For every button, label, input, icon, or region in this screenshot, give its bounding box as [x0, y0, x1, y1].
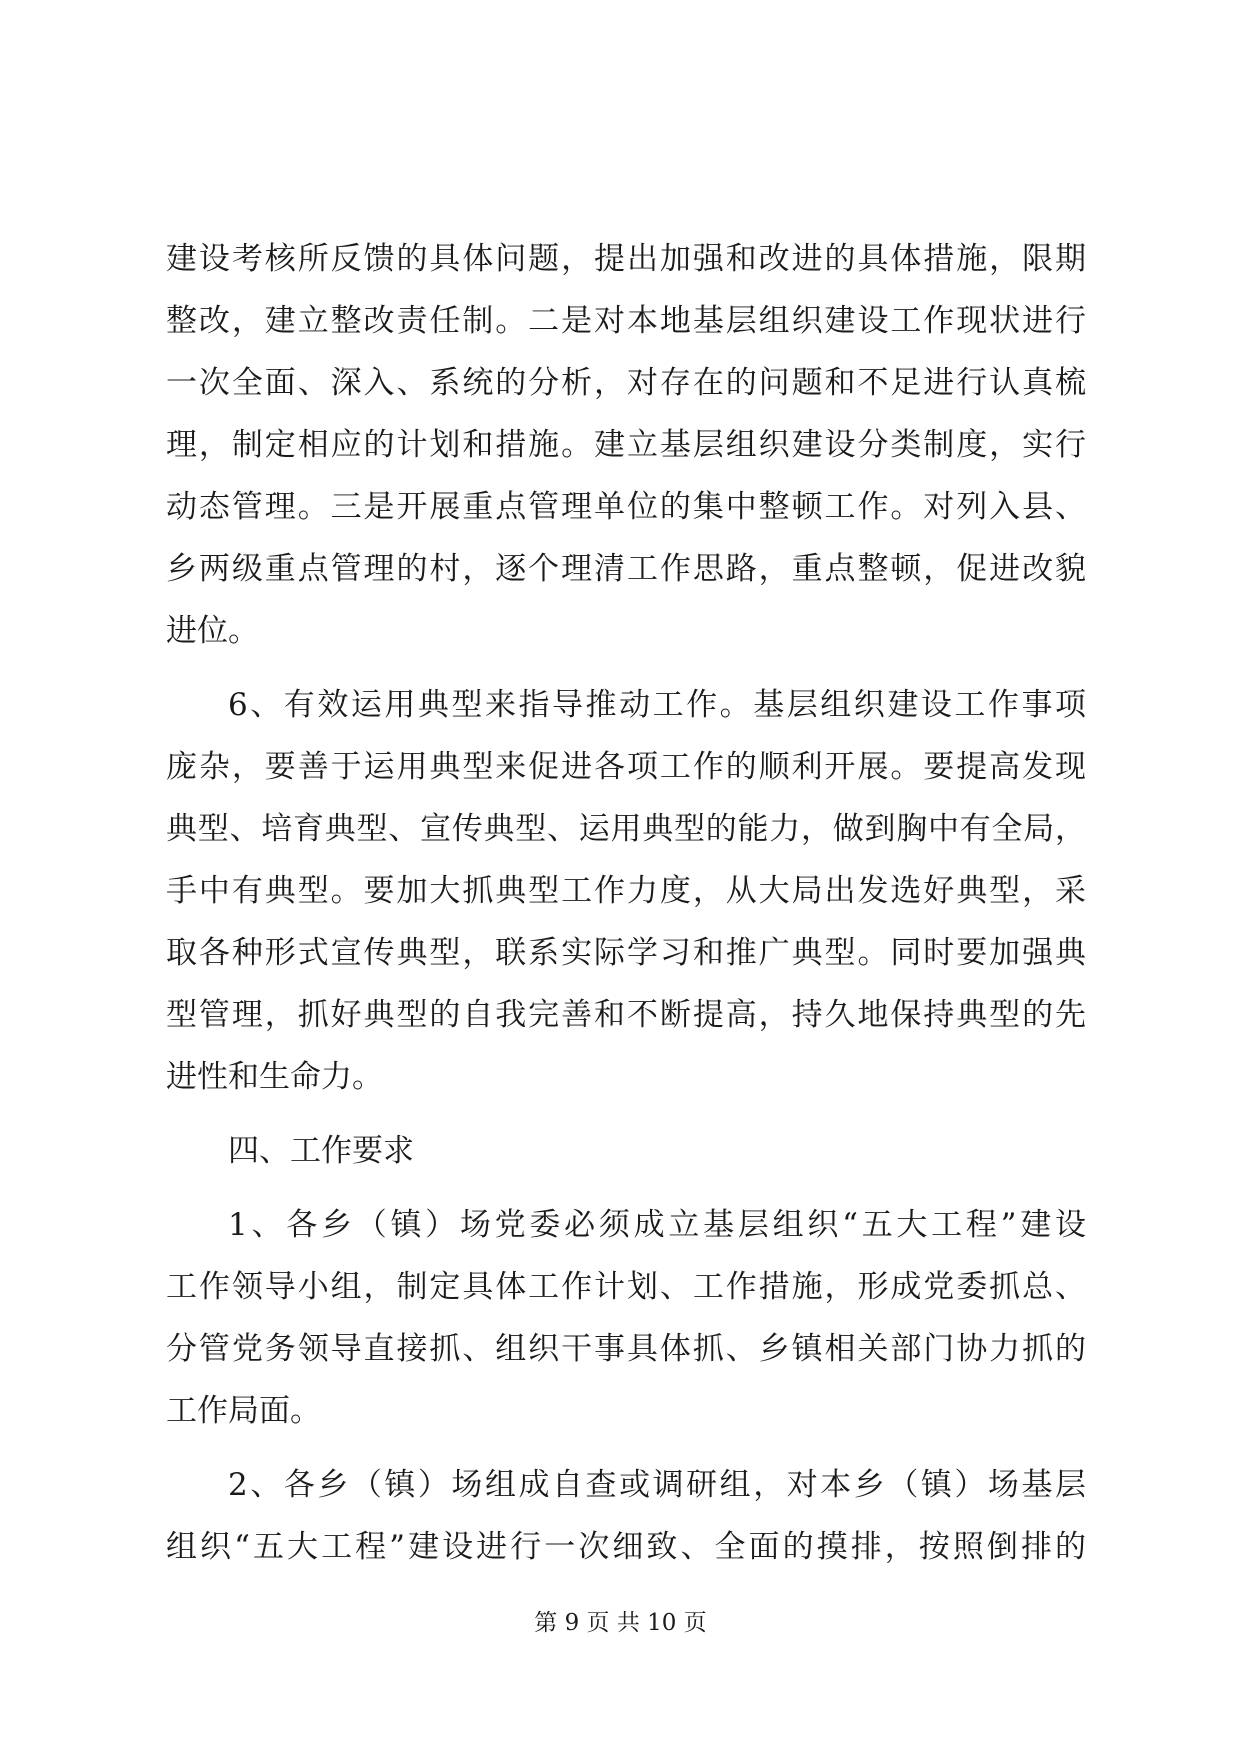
text-line: 理，制定相应的计划和措施。建立基层组织建设分类制度，实行 — [166, 427, 1086, 463]
text-line: 手中有典型。要加大抓典型工作力度，从大局出发选好典型，采 — [166, 873, 1086, 909]
text-line: 进位。 — [166, 613, 259, 649]
page-number: 第 9 页 共 10 页 — [534, 1610, 707, 1636]
section-heading — [166, 1120, 1086, 1182]
text-line: 整改，建立整改责任制。二是对本地基层组织建设工作现状进行 — [166, 303, 1086, 339]
text-line: 乡两级重点管理的村，逐个理清工作思路，重点整顿，促进改貌 — [166, 551, 1086, 587]
page-body — [166, 228, 1086, 1578]
paragraph — [166, 1454, 1086, 1578]
text-line: 工作局面。 — [166, 1393, 321, 1429]
text-line: 工作领导小组，制定具体工作计划、工作措施，形成党委抓总、 — [166, 1269, 1086, 1305]
paragraph — [166, 1194, 1086, 1442]
text-line: 典型、培育典型、宣传典型、运用典型的能力，做到胸中有全局， — [166, 811, 1086, 847]
text-line: 进性和生命力。 — [166, 1059, 383, 1095]
text-line: 动态管理。三是开展重点管理单位的集中整顿工作。对列入县、 — [166, 489, 1086, 525]
text-line: 取各种形式宣传典型，联系实际学习和推广典型。同时要加强典 — [166, 935, 1086, 971]
text-line: 庞杂，要善于运用典型来促进各项工作的顺利开展。要提高发现 — [166, 749, 1086, 785]
text-line: 四、工作要求 — [228, 1133, 414, 1169]
page-footer — [0, 1608, 1241, 1638]
text-line: 分管党务领导直接抓、组织干事具体抓、乡镇相关部门协力抓的 — [166, 1331, 1086, 1367]
text-line: 1、各乡（镇）场党委必须成立基层组织“五大工程”建设 — [228, 1207, 1086, 1243]
text-line: 一次全面、深入、系统的分析，对存在的问题和不足进行认真梳 — [166, 365, 1086, 401]
paragraph — [166, 674, 1086, 1108]
paragraph — [166, 228, 1086, 662]
text-line: 2、各乡（镇）场组成自查或调研组，对本乡（镇）场基层 — [228, 1467, 1086, 1503]
text-line: 组织“五大工程”建设进行一次细致、全面的摸排，按照倒排的 — [166, 1529, 1086, 1565]
text-line: 6、有效运用典型来指导推动工作。基层组织建设工作事项 — [228, 687, 1086, 723]
text-line: 型管理，抓好典型的自我完善和不断提高，持久地保持典型的先 — [166, 997, 1086, 1033]
text-line: 建设考核所反馈的具体问题，提出加强和改进的具体措施，限期 — [166, 241, 1086, 277]
